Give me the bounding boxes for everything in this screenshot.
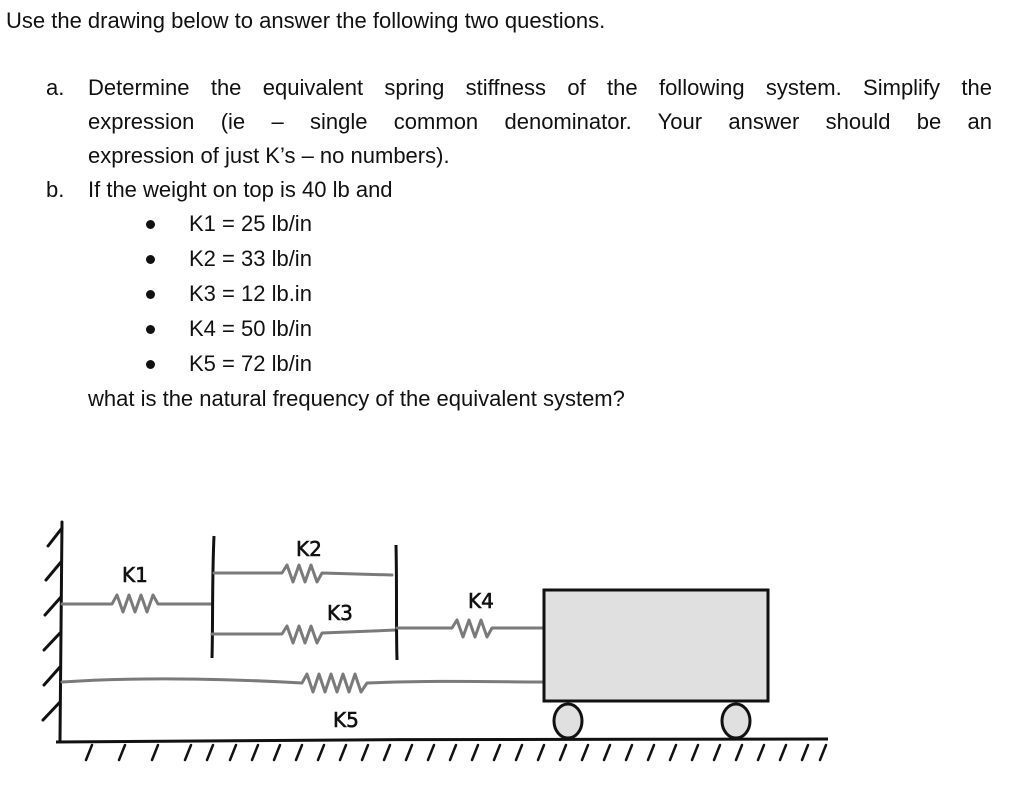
label-k5: K5 [333,708,359,732]
spring-k2 [214,565,392,582]
part-b-question: what is the natural frequency of the equivalent system? [88,386,625,411]
junction-bar-left [212,536,214,658]
junction-bar-right [396,545,397,660]
ground-line [56,739,828,742]
ground-hatching [86,745,826,760]
bullet-k4: K4 = 50 lb/in [189,316,312,341]
mass-wheels [554,704,750,738]
bullet-k1: K1 = 25 lb/in [189,211,312,236]
label-k2: K2 [296,537,322,561]
intro-text: Use the drawing below to answer the following two questions. [6,8,606,33]
part-a-marker: a. [46,75,65,100]
label-k3: K3 [327,601,353,625]
label-k1: K1 [122,563,148,587]
left-wall [43,522,62,740]
spring-k3 [212,626,396,643]
part-b-marker: b. [46,177,65,202]
label-k4: K4 [468,589,494,613]
spring-k5 [62,674,544,692]
wheel-right [722,704,750,738]
mass-block [544,590,768,701]
part-a-line-3: expression of just K’s – no numbers). [88,143,450,168]
part-a-line-1: Determine the equivalent spring stiffness of the following system. Simplify the [88,75,992,100]
bullet-k3: K3 = 12 lb.in [189,281,312,306]
part-b-line-1: If the weight on top is 40 lb and [88,177,393,202]
wheel-left [554,704,582,738]
spring-k1 [62,595,212,612]
bullet-k2: K2 = 33 lb/in [189,246,312,271]
bullet-k5: K5 = 72 lb/in [189,351,312,376]
part-a-line-2: expression (ie – single common denominator. Your answer should be an [88,109,992,134]
spring-k4 [397,620,544,637]
